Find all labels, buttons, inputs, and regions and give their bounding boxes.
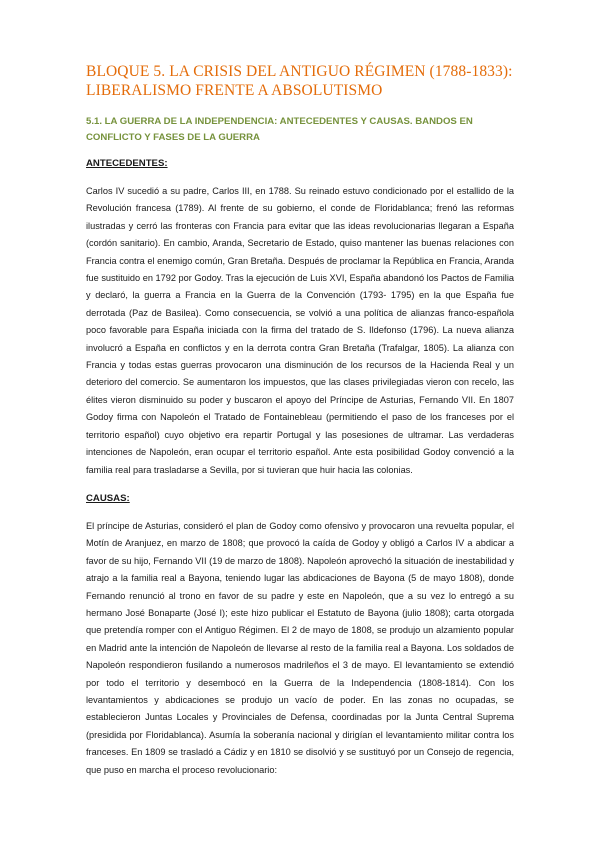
page-title-line-2: LIBERALISMO FRENTE A ABSOLUTISMO <box>86 82 383 99</box>
section-title: 5.1. LA GUERRA DE LA INDEPENDENCIA: ANTECEDENTES Y CAUSAS. BANDOS EN CONFLICTO Y FASES DE LA GUERRA <box>86 116 473 143</box>
page-title-line-1: BLOQUE 5. LA CRISIS DEL ANTIGUO RÉGIMEN (1788-1833): <box>86 63 513 80</box>
antecedentes-heading: ANTECEDENTES: <box>86 158 168 169</box>
antecedentes-paragraph: Carlos IV sucedió a su padre, Carlos III, en 1788. Su reinado estuvo condicionado por el estallido de la Revolución francesa (1789). Al frente de su gobierno, el conde de Floridablanca; frenó las reformas ilustradas y cerró las fronteras con Francia para evitar que las ideas revolucionarias llegaran a España (cordón sanitario). En cambio, Aranda, Secretario de Estado, quiso mantener las buenas relaciones con Francia contra el enemigo común, Gran Bretaña. Después de proclamar la República en Francia, Aranda fue sustituido en 1792 por Godoy. Tras la ejecución de Luis XVI, España abandonó los Pactos de Familia y declaró, la guerra a Francia en la Guerra de la Convención (1793- 1795) en la que España fue derrotada (Paz de Basilea). Como consecuencia, se volvió a una política de alianzas franco-española poco favorable para España iniciada con la firma del tratado de S. Ildefonso (1796). La nueva alianza involucró a España en conflictos y en la derrota contra Gran Bretaña (Trafalgar, 1805). La alianza con Francia y todas estas guerras provocaron una disminución de los recursos de la Hacienda Real y un deterioro del comercio. Se aumentaron los impuestos, que las clases privilegiadas vieron con recelo, las élites vieron disminuido su poder y buscaron el apoyo del Príncipe de Asturias, Fernando VII. En 1807 Godoy firma con Napoleón el Tratado de Fontainebleau (permitiendo el paso de los franceses por el territorio español) cuyo objetivo era repartir Portugal y las posesiones de ultramar. Las verdaderas intenciones de Napoleón, eran ocupar el territorio español. Ante esta posibilidad Godoy convenció a la familia real para trasladarse a Sevilla, por si tuvieran que huir hacia las colonias. <box>86 186 514 475</box>
page-title <box>86 62 514 100</box>
causas-paragraph: El príncipe de Asturias, consideró el plan de Godoy como ofensivo y provocaron una revuelta popular, el Motín de Aranjuez, en marzo de 1808; que provocó la caída de Godoy y obligó a Carlos IV a abdicar a favor de su hijo, Fernando VII (19 de marzo de 1808). Napoleón aprovechó la situación de inestabilidad y atrajo a la familia real a Bayona, teniendo lugar las abdicaciones de Bayona (5 de mayo 1808), donde Fernando renunció al trono en favor de su padre y este en Napoleón, que a su vez lo entregó a su hermano José Bonaparte (José I); este hizo publicar el Estatuto de Bayona (julio 1808); carta otorgada que pretendía romper con el Antiguo Régimen. El 2 de mayo de 1808, se produjo un alzamiento popular en Madrid ante la intención de Napoleón de llevarse al resto de la familia real a Bayona. Los soldados de Napoleón respondieron fusilando a numerosos madrileños el 3 de mayo. El levantamiento se extendió por todo el territorio y desembocó en la Guerra de la Independencia (1808-1814). Con los levantamientos y abdicaciones se produjo un vacío de poder. En las zonas no ocupadas, se establecieron Juntas Locales y Provinciales de Defensa, coordinadas por la Junta Central Suprema (presidida por Floridablanca). Asumía la soberanía nacional y dirigían el levantamiento militar contra los franceses. En 1809 se trasladó a Cádiz y en 1810 se disolvió y se sustituyó por un Consejo de regencia, que puso en marcha el proceso revolucionario: <box>86 520 514 775</box>
causas-heading: CAUSAS: <box>86 492 130 504</box>
